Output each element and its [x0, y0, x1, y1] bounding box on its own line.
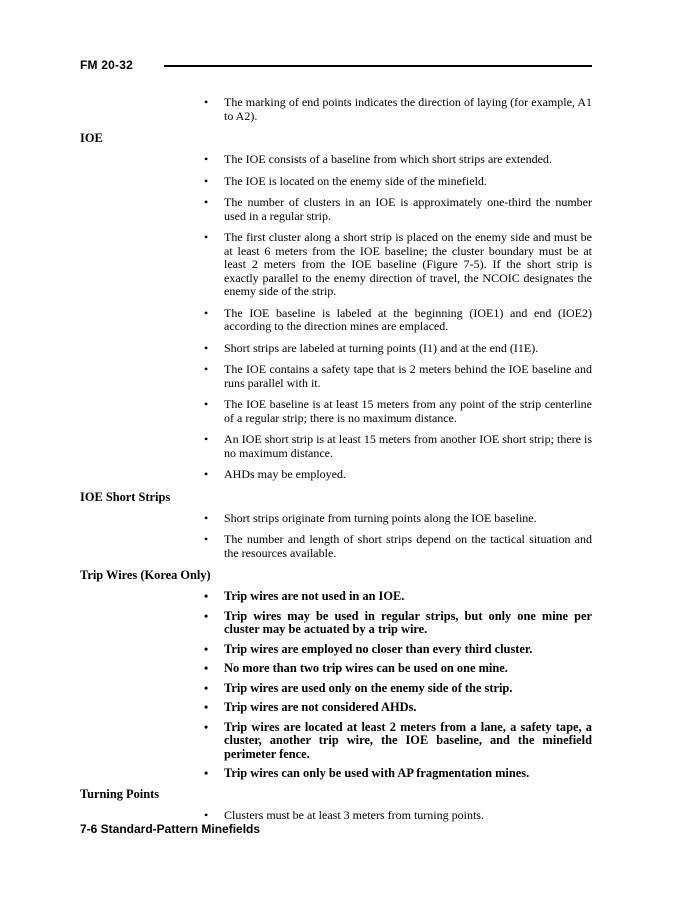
list-item	[204, 195, 592, 223]
list-item-text: No more than two trip wires can be used on one mine.	[224, 661, 508, 675]
page-header-label: FM 20-32	[80, 58, 133, 72]
list-item-text: The number of clusters in an IOE is approximately one-third the number used in a regular strip.	[224, 195, 592, 223]
list-item	[204, 680, 592, 696]
bullet-icon: •	[204, 661, 209, 675]
list-item	[204, 641, 592, 657]
list-item-text: The marking of end points indicates the direction of laying (for example, A1 to A2).	[224, 95, 592, 123]
bullet-icon: •	[204, 230, 209, 244]
bullet-icon: •	[204, 807, 209, 822]
section-heading: IOE	[80, 131, 103, 145]
list-item-text: The number and length of short strips depend on the tactical situation and the resources available.	[224, 532, 592, 560]
list-item	[204, 661, 592, 676]
list-item-text: The IOE contains a safety tape that is 2 meters behind the IOE baseline and runs parallel with it.	[224, 362, 592, 390]
page-footer-label: 7-6 Standard-Pattern Minefields	[80, 822, 261, 836]
bullet-icon: •	[204, 719, 209, 734]
list-item-text: An IOE short strip is at least 15 meters from another IOE short strip; there is no maximum distance.	[224, 432, 592, 460]
bullet-icon: •	[204, 589, 209, 603]
bullet-icon: •	[204, 195, 209, 209]
header-rule	[164, 65, 592, 67]
list-item-text: Short strips originate from turning points along the IOE baseline.	[224, 510, 537, 525]
bullet-icon: •	[204, 305, 209, 320]
bullet-icon: •	[204, 173, 209, 188]
list-item-text: The first cluster along a short strip is placed on the enemy side and must be at least 6 meters from the IOE baseline; the cluster boundary must be at least 2 meters from the IOE baseline (Figure 7-5). If the short strip is exactly parallel to the enemy direction of travel, the NCOIC designates the enemy side of the strip.	[224, 230, 592, 298]
list-item	[204, 608, 592, 637]
bullet-icon: •	[204, 608, 209, 623]
list-item	[204, 305, 592, 334]
list-item-text: The IOE consists of a baseline from which short strips are extended.	[224, 152, 552, 166]
list-item-text: Trip wires are located at least 2 meters from a lane, a safety tape, a cluster, another trip wire, the IOE baseline, and the minefield perimeter fence.	[224, 719, 592, 761]
list-item-text: Trip wires are not used in an IOE.	[224, 589, 405, 603]
list-item-text: The IOE baseline is labeled at the beginning (IOE1) and end (IOE2) according to the direction mines are emplaced.	[224, 305, 592, 333]
list-item	[204, 589, 592, 604]
list-item	[204, 362, 592, 390]
section-heading: Turning Points	[80, 786, 160, 801]
list-item	[204, 173, 592, 189]
list-item-text: Trip wires are used only on the enemy side of the strip.	[224, 680, 513, 695]
list-item	[204, 95, 592, 123]
page-body	[80, 96, 592, 830]
list-item-text: The IOE baseline is at least 15 meters from any point of the strip centerline of a regular strip; there is no maximum distance.	[224, 397, 592, 425]
list-item	[204, 340, 592, 356]
list-item	[204, 719, 592, 762]
list-item	[204, 510, 592, 526]
bullet-icon: •	[204, 397, 209, 411]
bullet-icon: •	[204, 432, 209, 446]
bullet-icon: •	[204, 766, 209, 780]
bullet-icon: •	[204, 467, 209, 481]
list-item	[204, 766, 592, 781]
list-item-text: Trip wires may be used in regular strips, but only one mine per cluster may be actuated by a trip wire.	[224, 608, 592, 636]
bullet-icon: •	[204, 641, 209, 656]
list-item-text: AHDs may be employed.	[224, 467, 346, 481]
bullet-icon: •	[204, 510, 209, 525]
list-item	[204, 467, 592, 482]
section-heading: IOE Short Strips	[80, 489, 171, 504]
bullet-icon: •	[204, 362, 209, 376]
list-item	[204, 152, 592, 167]
list-item-text: Trip wires are not considered AHDs.	[224, 700, 417, 714]
list-item	[204, 532, 592, 560]
list-item	[204, 700, 592, 715]
bullet-list	[80, 153, 592, 482]
bullet-list	[80, 512, 592, 561]
bullet-icon: •	[204, 340, 209, 355]
bullet-icon: •	[204, 700, 209, 714]
bullet-icon: •	[204, 152, 209, 166]
bullet-list	[80, 96, 592, 123]
bullet-icon: •	[204, 680, 209, 695]
list-item-text: Trip wires can only be used with AP fragmentation mines.	[224, 766, 530, 780]
bullet-list	[80, 809, 592, 823]
section-heading: Trip Wires (Korea Only)	[80, 568, 211, 582]
list-item-text: Clusters must be at least 3 meters from turning points.	[224, 807, 484, 822]
bullet-list	[80, 590, 592, 781]
list-item-text: The IOE is located on the enemy side of the minefield.	[224, 173, 487, 188]
list-item	[204, 432, 592, 460]
list-item	[204, 230, 592, 299]
list-item	[204, 397, 592, 425]
list-item	[204, 807, 592, 823]
bullet-icon: •	[204, 532, 209, 546]
list-item-text: Short strips are labeled at turning points (I1) and at the end (I1E).	[224, 340, 539, 355]
bullet-icon: •	[204, 95, 209, 109]
list-item-text: Trip wires are employed no closer than every third cluster.	[224, 641, 533, 656]
